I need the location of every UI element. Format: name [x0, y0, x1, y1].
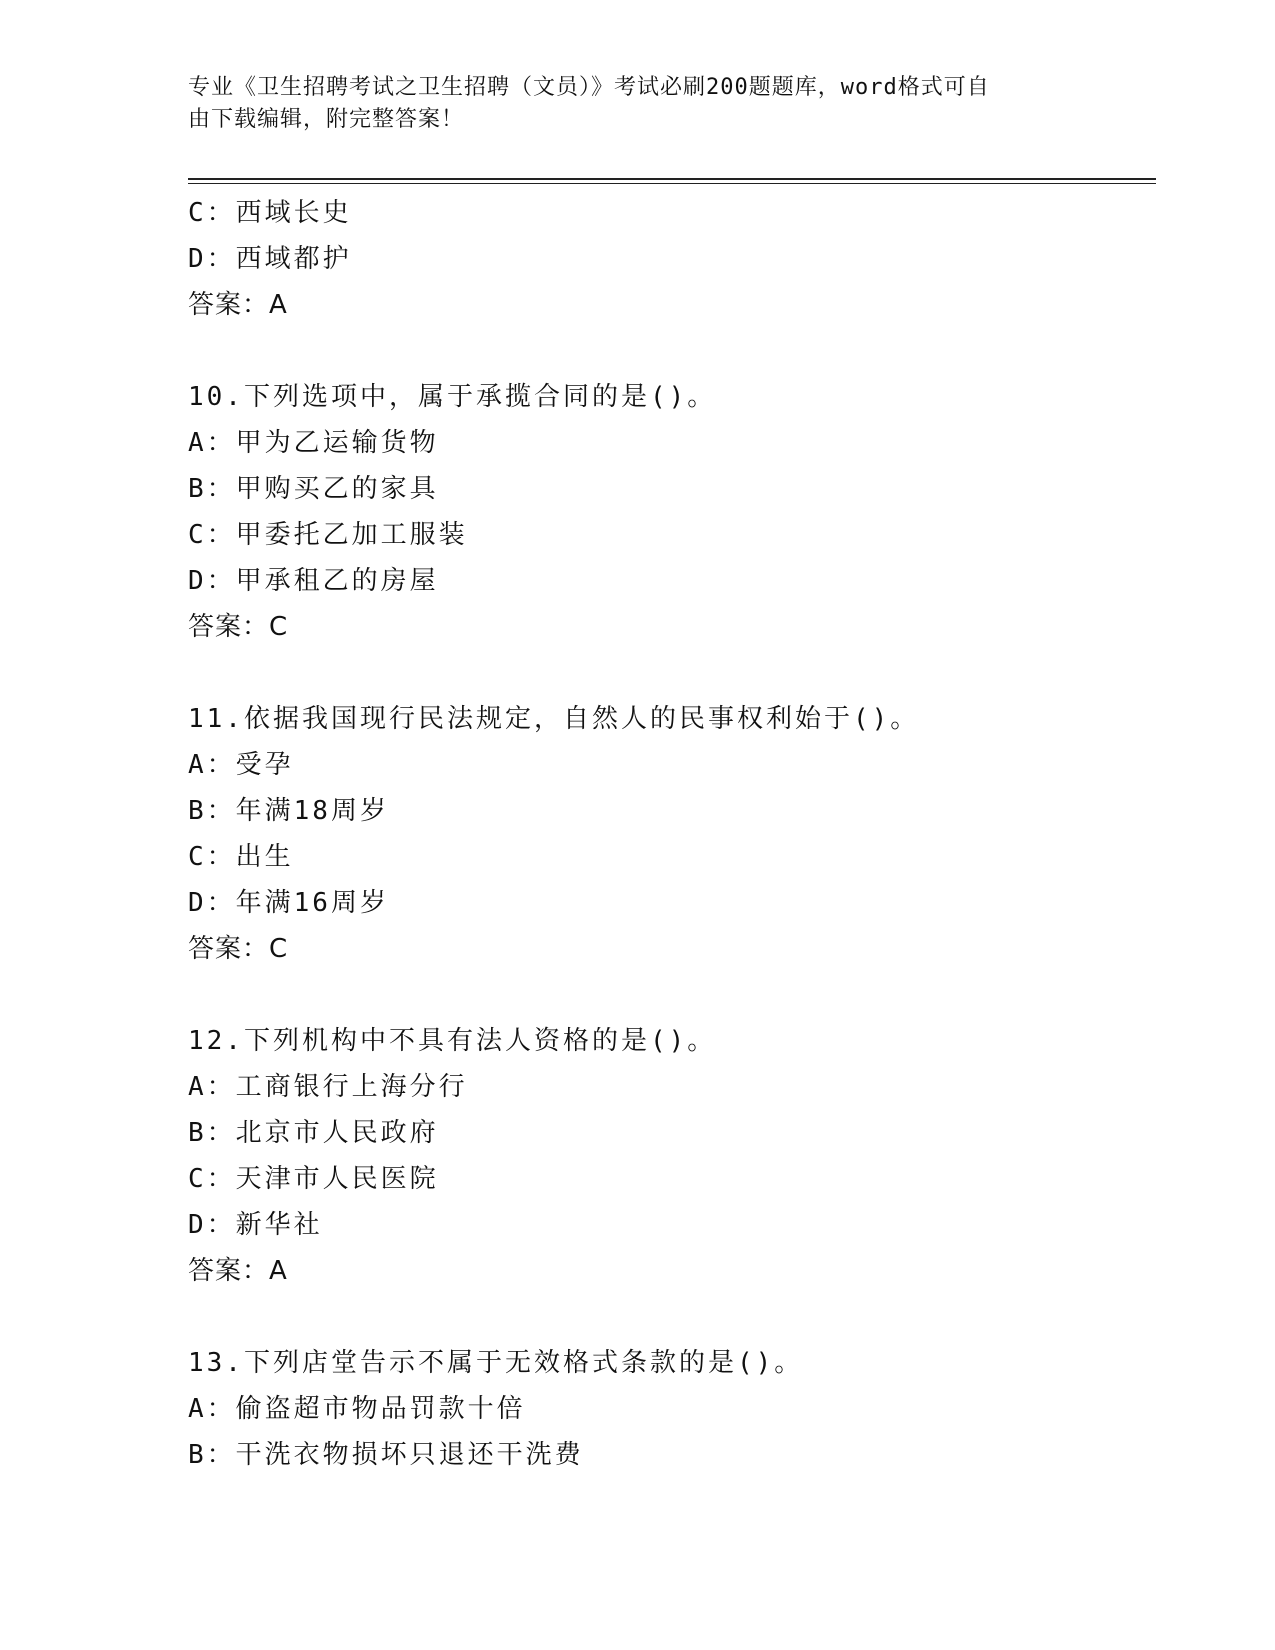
question-stem: 13.下列店堂告示不属于无效格式条款的是()。 [188, 1348, 804, 1378]
question-11 [188, 696, 1148, 972]
question-12 [188, 1018, 1148, 1294]
option-d: D：甲承租乙的房屋 [188, 566, 439, 596]
option-c: C：甲委托乙加工服装 [188, 520, 468, 550]
spacer [188, 972, 1148, 1018]
header-title-line-2: 由下载编辑，附完整答案！ [188, 107, 465, 132]
question-stem: 10.下列选项中，属于承揽合同的是()。 [188, 382, 717, 412]
header-divider-thin [188, 183, 1156, 184]
option-d: D：年满16周岁 [188, 888, 389, 918]
question-stem: 11.依据我国现行民法规定，自然人的民事权利始于()。 [188, 704, 920, 734]
spacer [188, 650, 1148, 696]
answer-line: 答案：A [188, 290, 288, 320]
answer-line: 答案：C [188, 934, 289, 964]
spacer [188, 328, 1148, 374]
option-b: B：北京市人民政府 [188, 1118, 439, 1148]
header-title-line-1: 专业《卫生招聘考试之卫生招聘（文员）》考试必刷200题题库，word格式可自 [188, 75, 990, 100]
option-b: B：甲购买乙的家具 [188, 474, 439, 504]
option-a: A：工商银行上海分行 [188, 1072, 468, 1102]
question-stem: 12.下列机构中不具有法人资格的是()。 [188, 1026, 717, 1056]
document-header [188, 72, 1068, 136]
option-b: B：年满18周岁 [188, 796, 389, 826]
question-10 [188, 374, 1148, 650]
option-a: A：甲为乙运输货物 [188, 428, 439, 458]
answer-line: 答案：C [188, 612, 289, 642]
option-c: C：西域长史 [188, 198, 352, 228]
option-c: C：出生 [188, 842, 294, 872]
spacer [188, 1294, 1148, 1340]
option-b: B：干洗衣物损坏只退还干洗费 [188, 1440, 584, 1470]
option-d: D：西域都护 [188, 244, 352, 274]
question-9-fragment [188, 190, 1148, 328]
question-13 [188, 1340, 1148, 1478]
option-d: D：新华社 [188, 1210, 323, 1240]
option-a: A：偷盗超市物品罚款十倍 [188, 1394, 526, 1424]
answer-line: 答案：A [188, 1256, 288, 1286]
header-divider-thick [188, 178, 1156, 180]
option-a: A：受孕 [188, 750, 294, 780]
question-list [188, 190, 1148, 1478]
option-c: C：天津市人民医院 [188, 1164, 439, 1194]
